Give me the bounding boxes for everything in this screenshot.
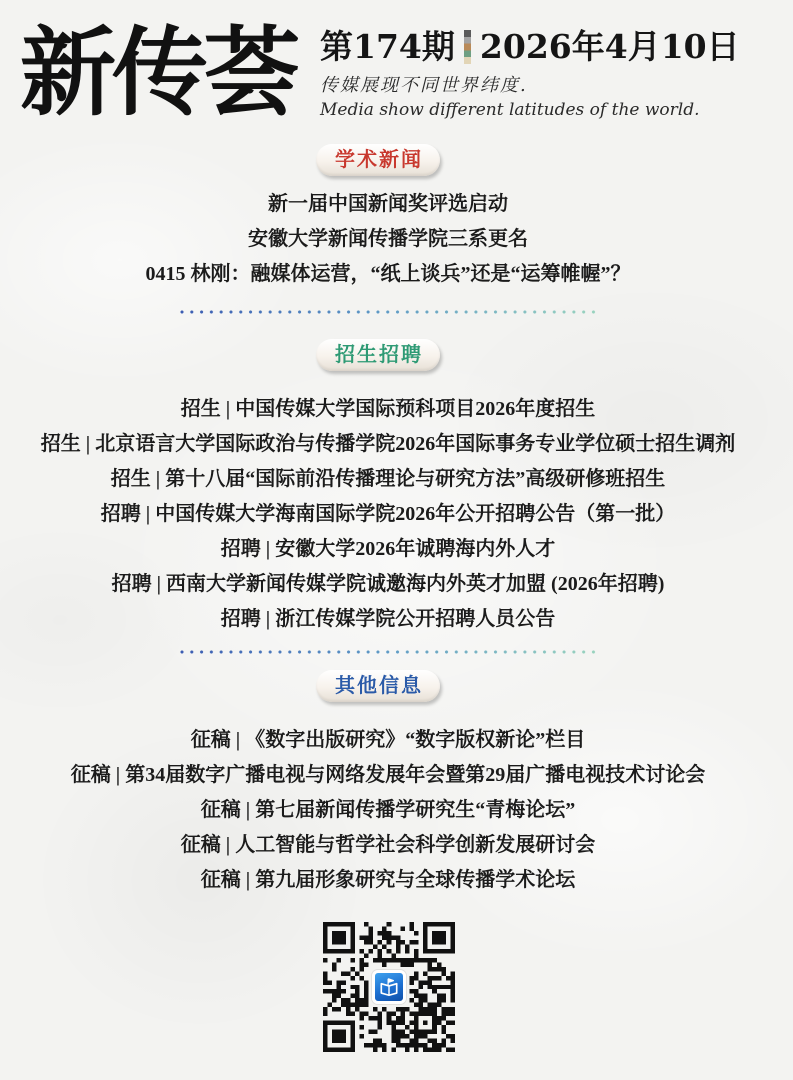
list-item: 招生 | 第十八届“国际前沿传播理论与研究方法”高级研修班招生: [110, 468, 666, 490]
color-stripe-icon: [464, 30, 471, 64]
qr-code-icon[interactable]: [323, 922, 455, 1052]
book-logo-glyph: [378, 976, 400, 998]
issue-row: [320, 26, 740, 68]
section-divider: [180, 650, 600, 654]
list-item: 征稿 | 人工智能与哲学社会科学创新发展研讨会: [180, 834, 596, 856]
list-item: 招聘 | 西南大学新闻传媒学院诚邀海内外英才加盟 (2026年招聘): [111, 573, 665, 595]
section-heading-other-info: 其他信息: [316, 670, 440, 702]
masthead-title: 新传荟: [20, 16, 296, 129]
list-item: 征稿 | 第七届新闻传播学研究生“青梅论坛”: [200, 799, 576, 821]
slogan-english: Media show different latitudes of the world.: [320, 100, 700, 120]
section-heading-academic-news: 学术新闻: [316, 144, 440, 176]
section-heading-admissions-recruitment: 招生招聘: [316, 339, 440, 371]
other-info-list: [0, 723, 776, 898]
list-item: 招生 | 中国传媒大学国际预科项目2026年度招生: [180, 398, 596, 420]
list-item: 招生 | 北京语言大学国际政治与传播学院2026年国际事务专业学位硕士招生调剂: [40, 433, 736, 455]
list-item: 新一届中国新闻奖评选启动: [268, 193, 508, 215]
book-logo-icon: [372, 970, 406, 1004]
list-item: 招聘 | 中国传媒大学海南国际学院2026年公开招聘公告（第一批）: [100, 503, 676, 525]
slogan-chinese: 传媒展现不同世界纬度.: [320, 75, 528, 96]
academic-news-list: [0, 187, 776, 292]
list-item: 征稿 | 第九届形象研究与全球传播学术论坛: [200, 869, 576, 891]
list-item: 0415 林刚：融媒体运营，“纸上谈兵”还是“运筹帷幄”？: [145, 263, 631, 285]
list-item: 征稿 | 第34届数字广播电视与网络发展年会暨第29届广播电视技术讨论会: [70, 764, 706, 786]
list-item: 招聘 | 浙江传媒学院公开招聘人员公告: [220, 608, 556, 630]
section-divider: [180, 310, 600, 314]
list-item: 安徽大学新闻传播学院三系更名: [248, 228, 528, 250]
admissions-recruitment-list: [0, 392, 776, 637]
list-item: 招聘 | 安徽大学2026年诚聘海内外人才: [220, 538, 556, 560]
list-item: 征稿 | 《数字出版研究》“数字版权新论”栏目: [190, 729, 586, 751]
issue-number: 第174期: [320, 27, 455, 66]
issue-date: 2026年4月10日: [479, 27, 740, 66]
